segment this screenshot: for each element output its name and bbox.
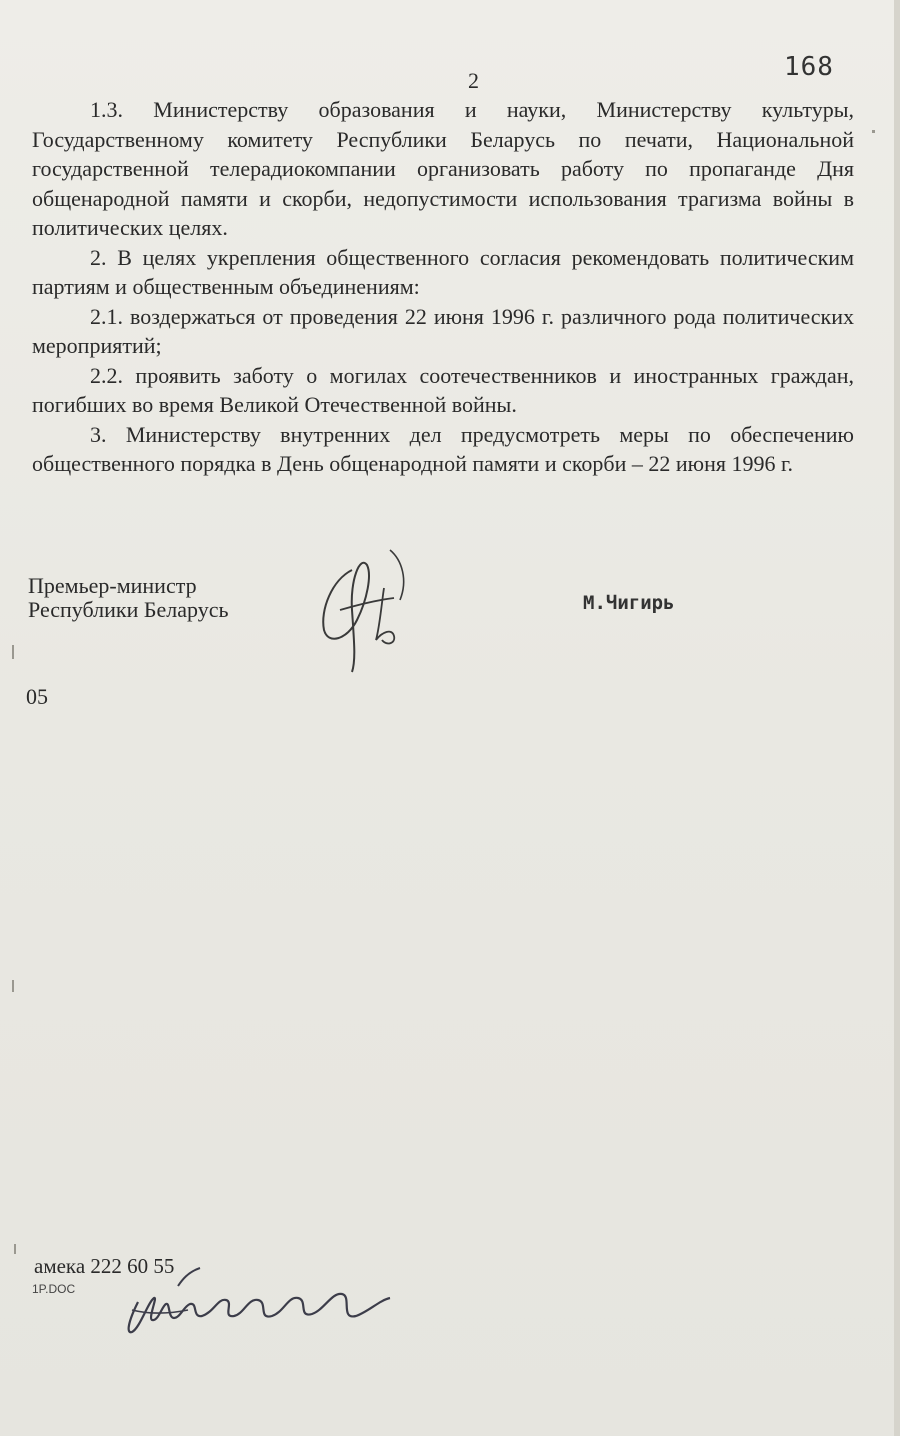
signatory-title (28, 574, 229, 622)
contact-line: амека 222 60 55 (34, 1254, 175, 1278)
paragraph-2: 2. В целях укрепления общественного согласия рекомендовать политическим партиям и общественным объединениям: (32, 244, 854, 299)
paragraph-1-3: 1.3. Министерству образования и науки, Министерству культуры, Государственному комитету Республики Беларусь по печати, Национальной государственной телерадиокомпании организовать работу по пропаганде Дня общенародной памяти и скорби, недопустимости использования трагизма войны в политических целях. (32, 97, 854, 240)
signatory-name: М.Чигирь (583, 592, 675, 614)
file-name: 1P.DOC (32, 1282, 76, 1296)
paragraph-3: 3. Министерству внутренних дел предусмотреть меры по обеспечению общественного порядка в День общенародной памяти и скорби – 22 июня 1996 г. (32, 421, 854, 476)
signatory-title-line1: Премьер-министр (28, 573, 197, 598)
margin-mark (14, 1244, 16, 1254)
margin-mark (872, 130, 875, 133)
approval-signature (118, 1262, 398, 1342)
page-number: 2 (468, 68, 479, 93)
signatory-title-line2: Республики Беларусь (28, 597, 229, 622)
paragraph-2-1: 2.1. воздержаться от проведения 22 июня 1996 г. различного рода политических мероприятий; (32, 303, 854, 358)
margin-mark (12, 980, 14, 992)
document-code: 05 (26, 684, 48, 709)
prime-minister-signature (312, 540, 422, 680)
margin-mark (12, 645, 14, 659)
paragraph-2-2: 2.2. проявить заботу о могилах соотечественников и иностранных граждан, погибших во время Великой Отечественной войны. (32, 362, 854, 417)
archive-sheet-number: 168 (784, 52, 834, 82)
document-body (32, 95, 854, 479)
